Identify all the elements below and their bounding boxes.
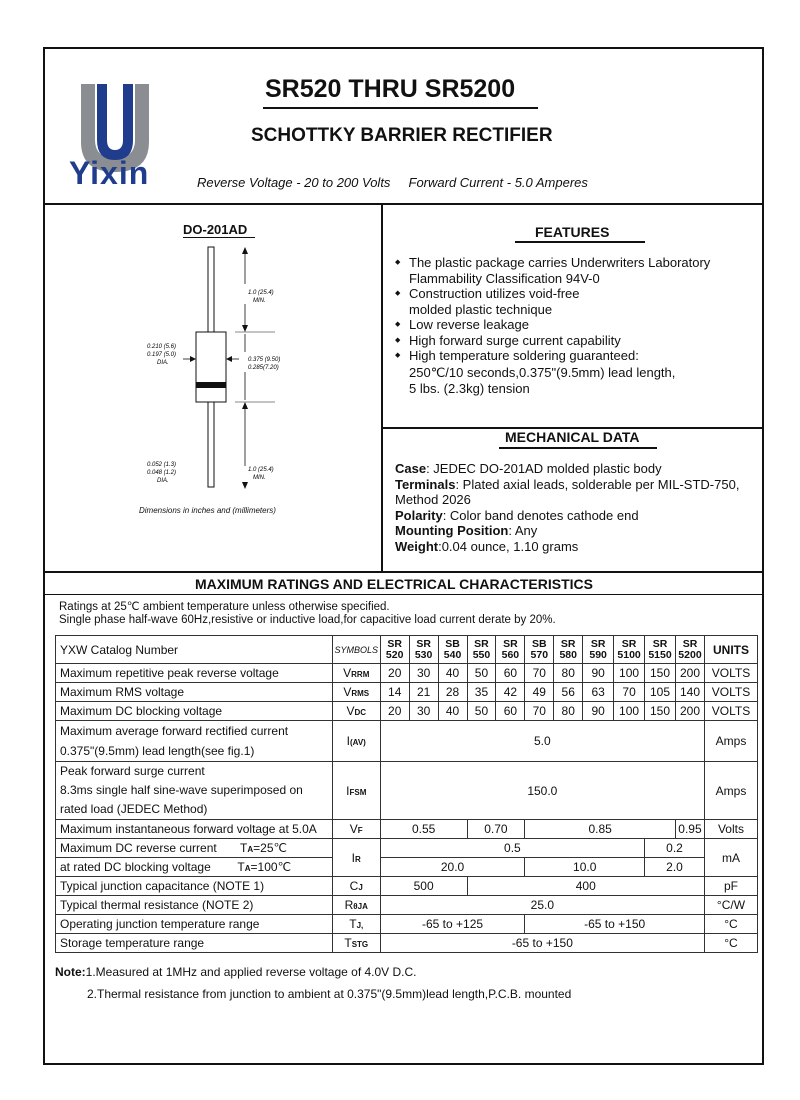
reverse-voltage: Reverse Voltage - 20 to 200 Volts [197,175,391,190]
table-row-vrrm: Maximum repetitive peak reverse voltage VRRM 20 30 40 50 60 70 80 90 100 150 200 VOLTS [56,664,758,683]
dim-lead-dia-max: 0.052 (1.3) [147,462,177,468]
page-title: SR520 THRU SR5200 [265,75,516,103]
brand-name: Yixin [69,155,150,191]
mechanical-underline [499,447,657,449]
feature-item: ◆ Low reverse leakage [395,317,710,333]
part-header: SR 530 [409,636,438,664]
dim-body-len-max: 0.375 (9.50) [248,357,281,363]
mechanical-title: MECHANICAL DATA [505,429,640,445]
part-header: SR 580 [554,636,583,664]
dim-lead-top: 1.0 (25.4) [248,290,274,296]
datasheet-frame [43,47,764,1065]
dim-min-1: MIN. [253,298,266,304]
ratings-table [55,635,758,953]
table-row-ifsm: Peak forward surge current 8.3ms single half sine-wave superimposed on rated load (JEDEC Method) IFSM 150.0 Amps [56,762,758,820]
part-header: SR 5100 [614,636,645,664]
forward-current: Forward Current - 5.0 Amperes [408,175,588,190]
table-row-tj: Operating junction temperature range TJ, -65 to +125 -65 to +150 °C [56,915,758,934]
table-row-tstg: Storage temperature range TSTG -65 to +150 °C [56,934,758,953]
package-outline-drawing [145,244,305,499]
dim-body-dia-min: 0.197 (5.0) [147,352,177,358]
table-row-iav: Maximum average forward rectified current 0.375"(9.5mm) lead length(see fig.1) I(AV) 5.0 Amps [56,721,758,762]
part-header: SR 5150 [645,636,676,664]
table-row-vrms: Maximum RMS voltage VRMS 14 21 28 35 42 49 56 63 70 105 140 VOLTS [56,683,758,702]
part-header: SR 590 [583,636,614,664]
features-list [395,255,710,364]
package-name: DO-201AD [183,222,248,237]
spec-line [197,175,588,190]
table-row-rth: Typical thermal resistance (NOTE 2) RθJA 25.0 °C/W [56,896,758,915]
column-divider [381,205,383,572]
ratings-conditions: Ratings at 25℃ ambient temperature unless otherwise specified. Single phase half-wave 60Hz,resistive or inductive load,for capacitive load current derate by 20%. [59,601,556,626]
part-header: SR 5200 [676,636,705,664]
ratings-title: MAXIMUM RATINGS AND ELECTRICAL CHARACTERISTICS [195,576,593,592]
mechanical-data: Case: JEDEC DO-201AD molded plastic body Terminals: Plated axial leads, solderable per MIL-STD-750, Method 2026 Polarity: Color band denotes cathode end Mounting Position: Any Weight:0.04 ounce, 1.10 grams [395,461,740,554]
ratings-title-divider [45,594,762,595]
notes [55,961,571,1005]
features-title: FEATURES [535,224,610,240]
dim-min-2: MIN. [253,475,266,481]
table-header-row [56,636,758,664]
part-header: SR 560 [496,636,525,664]
note-2: 2.Thermal resistance from junction to ambient at 0.375"(9.5mm)lead length,P.C.B. mounted [87,987,572,1001]
feature-item: ◆ Construction utilizes void-free molded plastic technique [395,286,710,317]
dim-body-len-min: 0.285(7.20) [248,365,279,371]
dim-lead-bottom: 1.0 (25.4) [248,467,274,473]
dimensions-note: Dimensions in inches and (millimeters) [139,506,276,515]
table-row-vf: Maximum instantaneous forward voltage at 5.0A VF 0.55 0.70 0.85 0.95 Volts [56,820,758,839]
catalog-header: YXW Catalog Number [56,636,333,664]
part-header: SB 540 [438,636,467,664]
title-underline [263,107,538,109]
part-header: SB 570 [525,636,554,664]
feature-item: ◆ The plastic package carries Underwriters Laboratory Flammability Classification 94V-0 [395,255,710,286]
notes-label: Note: [55,965,86,979]
dim-dia-1: DIA. [157,360,169,366]
part-header: SR 520 [380,636,409,664]
units-header: UNITS [704,636,757,664]
header-divider [45,203,762,205]
note-1: 1.Measured at 1MHz and applied reverse voltage of 4.0V D.C. [85,965,417,979]
feature-item: ◆ High temperature soldering guaranteed: [395,348,710,364]
dim-lead-dia-min: 0.048 (1.2) [147,470,177,476]
dim-dia-2: DIA. [157,478,169,484]
feature-soldering-detail: 250℃/10 seconds,0.375"(9.5mm) lead length, 5 lbs. (2.3kg) tension [409,365,676,396]
table-row-ir-25: Maximum DC reverse current TA=25℃ IR 0.5 0.2 mA [56,839,758,858]
page-subtitle: SCHOTTKY BARRIER RECTIFIER [251,125,553,146]
section-divider [45,571,762,573]
package-underline [183,237,255,238]
part-header: SR 550 [467,636,496,664]
dim-body-dia-max: 0.210 (5.6) [147,344,177,350]
table-row-vdc: Maximum DC blocking voltage VDC 20 30 40 50 60 70 80 90 100 150 200 VOLTS [56,702,758,721]
symbols-header: SYMBOLS [332,636,380,664]
table-row-ir-100: at rated DC blocking voltage TA=100℃ 20.0 10.0 2.0 [56,858,758,877]
feature-item: ◆ High forward surge current capability [395,333,710,349]
table-row-cj: Typical junction capacitance (NOTE 1) CJ 500 400 pF [56,877,758,896]
features-underline [515,241,645,243]
